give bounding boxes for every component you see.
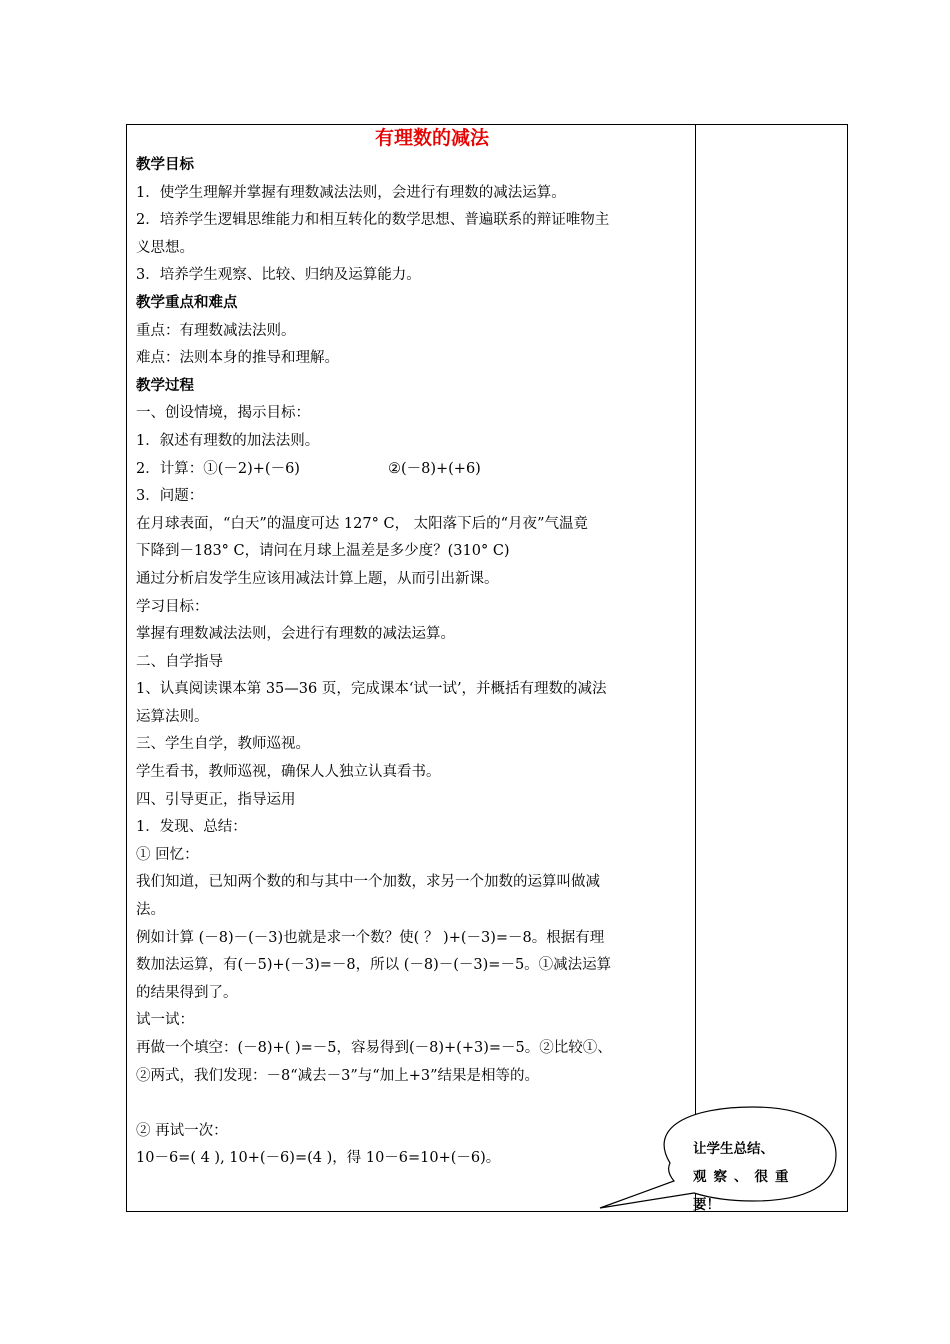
line-text: 在月球表面，“白天”的温度可达 127° C， 太阳落下后的“月夜”气温竟 xyxy=(136,515,588,532)
page-title: 有理数的减法 xyxy=(374,127,489,149)
body-line xyxy=(136,814,688,842)
line-text: 再做一个填空：(－8)+( )=－5，容易得到(－8)+(+3)=－5。②比较①、 xyxy=(136,1040,612,1056)
line-text: 3．培养学生观察、比较、归纳及运算能力。 xyxy=(136,267,421,284)
body-line xyxy=(136,980,688,1008)
line-text: 1．使学生理解并掌握有理数减法法则，会进行有理数的减法运算。 xyxy=(136,184,566,201)
body-line xyxy=(136,428,688,456)
line-text: 难点：法则本身的推导和理解。 xyxy=(136,350,339,367)
line-text: 10－6=( 4 ), 10+(－6)=(4 )，得 10－6=10+(－6)。 xyxy=(136,1150,501,1167)
line-text: 四、引导更正，指导运用 xyxy=(136,791,296,808)
line-text: 教学目标 xyxy=(136,157,194,173)
line-text: ②两式，我们发现：－8“减去－3”与“加上+3”结果是相等的。 xyxy=(136,1067,539,1084)
line-text: 三、学生自学，教师巡视。 xyxy=(136,736,310,753)
body-line xyxy=(136,180,688,208)
body-line xyxy=(136,787,688,815)
body-line xyxy=(136,483,688,511)
line-text: 3．问题： xyxy=(136,488,204,505)
body-line xyxy=(136,952,688,980)
body-line xyxy=(136,345,688,373)
body-line xyxy=(136,649,688,677)
line-text: 1．发现、总结： xyxy=(136,819,247,836)
line-text: 1、认真阅读课本第 35—36 页，完成课本‘试一试’，并概括有理数的减法 xyxy=(136,681,607,698)
body-line xyxy=(136,1007,688,1035)
section-heading xyxy=(136,152,688,180)
line-text: 掌握有理数减法法则，会进行有理数的减法运算。 xyxy=(136,626,455,643)
line-text: 我们知道，已知两个数的和与其中一个加数，求另一个加数的运算叫做减 xyxy=(136,874,600,891)
body-line xyxy=(136,704,688,732)
body-line xyxy=(136,262,688,290)
body-line xyxy=(136,621,688,649)
lesson-content xyxy=(136,124,688,1173)
body-line xyxy=(136,594,688,622)
line-text: 教学过程 xyxy=(136,377,194,394)
line-text: 教学重点和难点 xyxy=(136,294,238,311)
section-heading xyxy=(136,290,688,318)
body-line xyxy=(136,897,688,925)
line-text: 的结果得到了。 xyxy=(136,984,238,1001)
callout-text xyxy=(693,1135,797,1219)
line-text: 二、自学指导 xyxy=(136,653,223,670)
line-text: 义思想。 xyxy=(136,239,194,256)
body-line xyxy=(136,235,688,263)
body-line xyxy=(136,731,688,759)
callout-line-1: 让学生总结、 xyxy=(693,1141,774,1157)
body-line xyxy=(136,538,688,566)
body-line xyxy=(136,759,688,787)
line-text: ① 回忆： xyxy=(136,846,199,863)
line-text: 例如计算 (－8)－(－3)也就是求一个数？使( ？ )+(－3)=－8。根据有理 xyxy=(136,929,605,946)
line-text: 下降到－183° C，请问在月球上温差是多少度？(310° C) xyxy=(136,543,510,560)
body-line xyxy=(136,207,688,235)
body-line xyxy=(136,925,688,953)
line-text: 运算法则。 xyxy=(136,708,209,725)
body-line xyxy=(136,400,688,428)
line-text: 学习目标： xyxy=(136,598,209,615)
notes-column-divider xyxy=(695,124,696,1212)
body-line xyxy=(136,869,688,897)
line-text: 学生看书，教师巡视，确保人人独立认真看书。 xyxy=(136,764,441,781)
line-text: 法。 xyxy=(136,902,165,919)
line-text: 重点：有理数减法法则。 xyxy=(136,322,296,339)
body-line xyxy=(136,676,688,704)
line-text: 1．叙述有理数的加法法则。 xyxy=(136,432,320,449)
callout-line-3: 要！ xyxy=(693,1197,720,1213)
body-line xyxy=(136,318,688,346)
section-heading xyxy=(136,373,688,401)
line-text: 试一试： xyxy=(136,1012,194,1029)
line-text: 数加法运算，有(－5)+(－3)=－8，所以 (－8)－(－3)=－5。①减法运算 xyxy=(136,957,612,974)
body-line xyxy=(136,1035,688,1063)
body-line xyxy=(136,511,688,539)
line-text: 2．计算：①(－2)+(－6) xyxy=(136,460,300,477)
line-text: 通过分析启发学生应该用减法计算上题，从而引出新课。 xyxy=(136,570,499,587)
line-text: 2．培养学生逻辑思维能力和相互转化的数学思想、普遍联系的辩证唯物主 xyxy=(136,212,610,229)
callout-line-2: 观察、很重 xyxy=(693,1169,796,1185)
line-text: ② 再试一次： xyxy=(136,1122,228,1139)
body-line xyxy=(136,456,688,484)
body-line xyxy=(136,1063,688,1091)
line-text: 一、创设情境，揭示目标： xyxy=(136,405,310,422)
lesson-lines xyxy=(136,152,688,1173)
line-text-extra: ②(－8)+(+6) xyxy=(387,460,481,477)
body-line xyxy=(136,842,688,870)
body-line xyxy=(136,566,688,594)
